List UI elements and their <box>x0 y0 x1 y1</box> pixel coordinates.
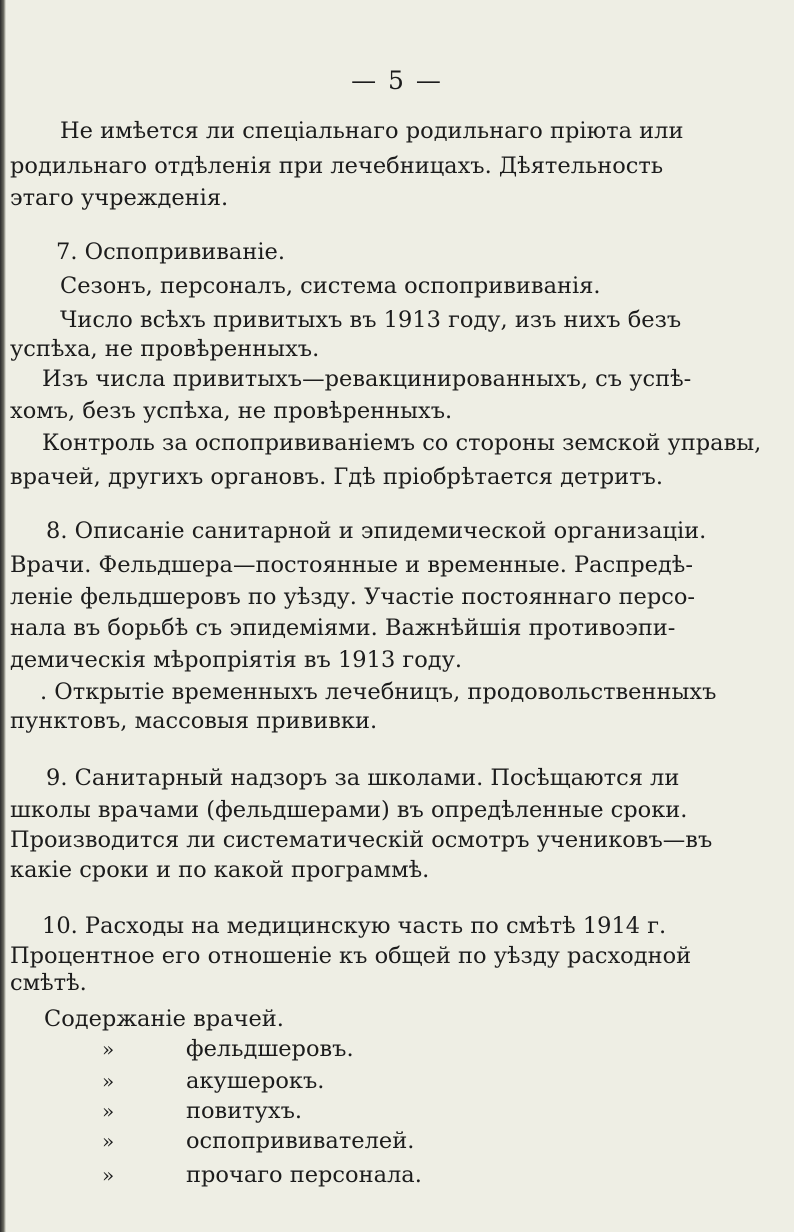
text-line: Не имѣется ли спеціальнаго родильнаго пріюта или <box>60 118 684 144</box>
page-number: — 5 — <box>351 66 443 95</box>
text-line: леніе фельдшеровъ по уѣзду. Участіе постояннаго персо- <box>10 584 696 610</box>
text-line: врачей, другихъ органовъ. Гдѣ пріобрѣтается детритъ. <box>10 464 664 490</box>
list-item: повитухъ. <box>186 1098 303 1124</box>
text-line: Контроль за оспопрививаніемъ со стороны земской управы, <box>42 430 762 456</box>
list-item: оспопрививателей. <box>186 1128 415 1154</box>
text-line: пунктовъ, массовыя прививки. <box>10 708 378 734</box>
section-heading-7: 7. Оспопрививаніе. <box>56 239 286 265</box>
list-item: прочаго персонала. <box>186 1162 422 1188</box>
text-line: Сезонъ, персоналъ, система оспопрививанія. <box>60 273 601 299</box>
ditto-mark: » <box>102 1099 115 1123</box>
ditto-mark: » <box>102 1163 115 1187</box>
text-line: Число всѣхъ привитыхъ въ 1913 году, изъ нихъ безъ <box>60 307 682 333</box>
text-line: . Открытіе временныхъ лечебницъ, продовольственныхъ <box>40 679 717 705</box>
section-heading-8: 8. Описаніе санитарной и эпидемической организаціи. <box>46 518 707 544</box>
section-heading-9: 9. Санитарный надзоръ за школами. Посѣщаются ли <box>46 765 680 791</box>
text-line: Процентное его отношеніе къ общей по уѣзду расходной <box>10 943 692 969</box>
text-line: демическія мѣропріятія въ 1913 году. <box>10 647 462 673</box>
text-line: Изъ числа привитыхъ—ревакцинированныхъ, съ успѣ- <box>42 366 692 392</box>
text-line: хомъ, безъ успѣха, не провѣренныхъ. <box>10 398 453 424</box>
page-edge-shadow <box>0 0 6 1232</box>
text-line: этаго учрежденія. <box>10 185 229 211</box>
section-heading-10: 10. Расходы на медицинскую часть по смѣтѣ 1914 г. <box>42 913 667 939</box>
text-line: школы врачами (фельдшерами) въ опредѣленные сроки. <box>10 797 688 823</box>
text-line: нала въ борьбѣ съ эпидеміями. Важнѣйшія противоэпи- <box>10 615 676 641</box>
text-line: смѣтѣ. <box>10 970 87 996</box>
ditto-mark: » <box>102 1069 115 1093</box>
list-item: акушерокъ. <box>186 1068 325 1094</box>
ditto-mark: » <box>102 1037 115 1061</box>
list-heading: Содержаніе врачей. <box>44 1006 284 1032</box>
text-line: Врачи. Фельдшера—постоянные и временные. Распредѣ- <box>10 552 693 578</box>
text-line: родильнаго отдѣленія при лечебницахъ. Дѣятельность <box>10 153 664 179</box>
ditto-mark: » <box>102 1129 115 1153</box>
text-line: Производится ли систематическій осмотръ учениковъ—въ <box>10 827 713 853</box>
list-item: фельдшеровъ. <box>186 1036 354 1062</box>
text-line: какіе сроки и по какой программѣ. <box>10 857 430 883</box>
text-line: успѣха, не провѣренныхъ. <box>10 336 320 362</box>
